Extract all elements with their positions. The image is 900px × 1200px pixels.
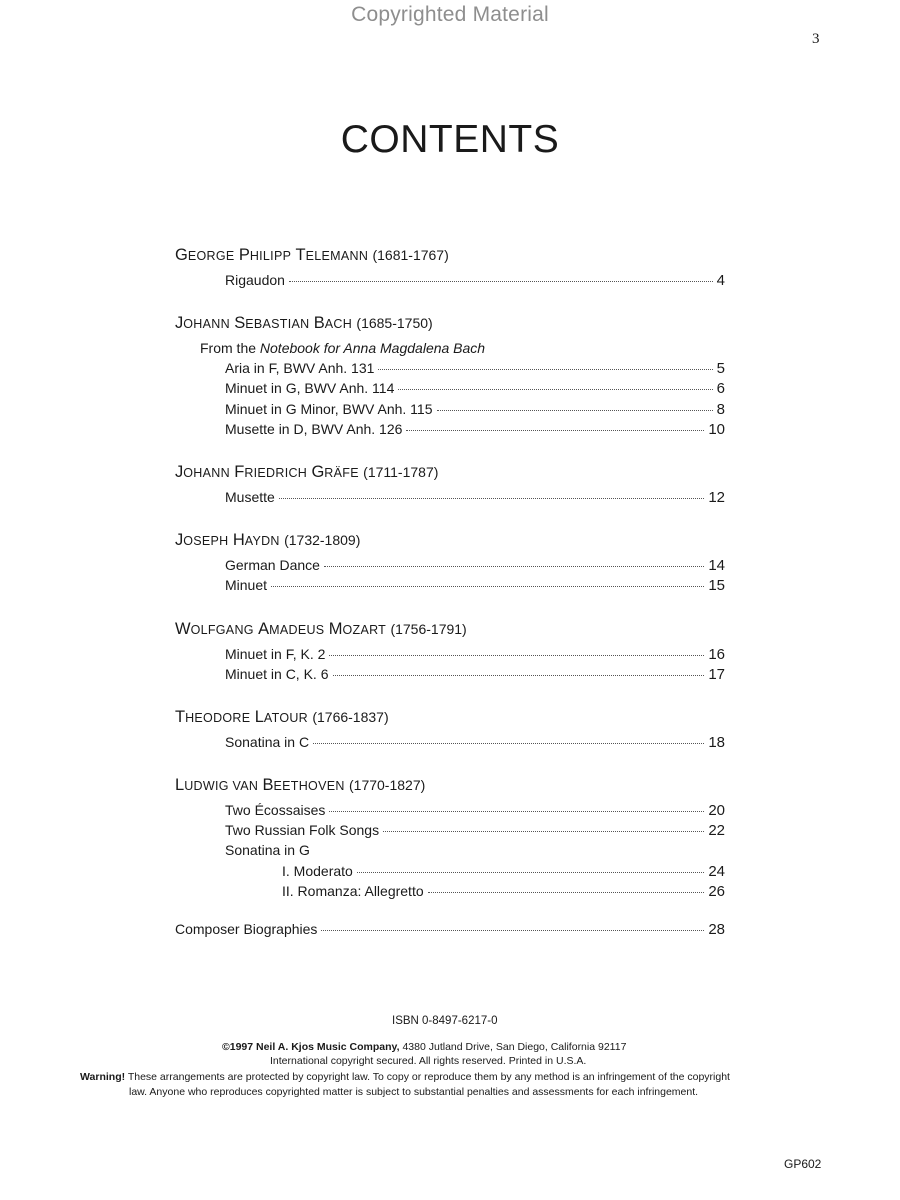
copyright-line: ©1997 Neil A. Kjos Music Company, 4380 Jutland Drive, San Diego, California 92117 — [222, 1041, 627, 1053]
collection-subheading: From the Notebook for Anna Magdalena Bach — [200, 340, 486, 357]
toc-section-haydn — [175, 525, 725, 595]
dot-leader — [321, 930, 704, 931]
dot-leader — [313, 743, 704, 744]
composer-heading: JOHANN FRIEDRICH GRÄFE (1711-1787) — [175, 462, 439, 481]
toc-entry[interactable] — [175, 732, 725, 752]
entry-page: 26 — [708, 882, 725, 900]
warning-line: Warning! These arrangements are protected by copyright law. To copy or reproduce them by any method is an infringement of the copyright — [80, 1071, 730, 1083]
composer-heading: THEODORE LATOUR (1766-1837) — [175, 707, 389, 726]
toc-section-latour — [175, 702, 725, 752]
toc-entry[interactable] — [175, 555, 725, 575]
toc-entry[interactable] — [175, 861, 725, 881]
dot-leader — [289, 281, 713, 282]
entry-page: 16 — [708, 645, 725, 663]
toc-section-telemann — [175, 240, 725, 290]
composer-heading: WOLFGANG AMADEUS MOZART (1756-1791) — [175, 619, 467, 638]
dot-leader — [378, 369, 712, 370]
dot-leader — [437, 410, 713, 411]
toc-entry[interactable] — [175, 881, 725, 901]
entry-title: Musette — [225, 488, 275, 505]
toc-entry[interactable] — [175, 419, 725, 439]
toc-entry[interactable] — [175, 664, 725, 684]
entry-page: 10 — [708, 420, 725, 438]
toc-section-mozart — [175, 614, 725, 684]
entry-title: Minuet — [225, 577, 268, 594]
entry-title: Sonatina in G — [225, 842, 310, 859]
toc-entry[interactable] — [175, 378, 725, 398]
dot-leader — [383, 831, 704, 832]
entry-page: 8 — [716, 400, 725, 418]
composer-heading: GEORGE PHILIPP TELEMANN (1681-1767) — [175, 246, 449, 264]
toc-entry[interactable] — [175, 487, 725, 507]
dot-leader — [271, 586, 704, 587]
toc-entry[interactable] — [175, 358, 725, 378]
dot-leader — [324, 566, 704, 567]
isbn: ISBN 0-8497-6217-0 — [392, 1015, 498, 1027]
entry-page: 12 — [708, 488, 725, 506]
entry-title: Minuet in G, BWV Anh. 114 — [225, 380, 395, 397]
dot-leader — [329, 811, 704, 812]
entry-title: Two Russian Folk Songs — [225, 822, 380, 839]
toc-entry[interactable] — [175, 644, 725, 664]
entry-title: Aria in F, BWV Anh. 131 — [225, 360, 375, 377]
entry-page: 17 — [708, 665, 725, 683]
composer-heading: JOHANN SEBASTIAN BACH (1685-1750) — [175, 314, 433, 333]
entry-page: 24 — [708, 862, 725, 880]
page-title: CONTENTS — [340, 118, 560, 161]
copyright-notice: International copyright secured. All rights reserved. Printed in U.S.A. — [270, 1055, 587, 1067]
toc-entry[interactable] — [175, 399, 725, 419]
dot-leader — [406, 430, 704, 431]
entry-page: 18 — [708, 733, 725, 751]
entry-title: II. Romanza: Allegretto — [282, 882, 424, 899]
page-number: 3 — [812, 31, 820, 47]
dot-leader — [329, 655, 704, 656]
warning-line-continued: law. Anyone who reproduces copyrighted matter is subject to substantial penalties and assessments for each infringement. — [129, 1086, 699, 1098]
entry-title: Minuet in C, K. 6 — [225, 665, 329, 682]
toc-section-beethoven — [175, 770, 725, 901]
entry-title: Minuet in F, K. 2 — [225, 645, 326, 662]
toc-section-bach — [175, 308, 725, 439]
toc-section-grafe — [175, 457, 725, 507]
copyright-watermark: Copyrighted Material — [351, 3, 549, 26]
dot-leader — [428, 892, 705, 893]
toc-entry[interactable] — [175, 820, 725, 840]
toc-entry[interactable] — [175, 800, 725, 820]
toc-group-label — [175, 840, 725, 860]
entry-page: 15 — [708, 577, 725, 595]
toc-entry-biographies[interactable] — [175, 919, 725, 939]
entry-page: 4 — [716, 272, 725, 289]
entry-page: 14 — [708, 557, 725, 575]
entry-page: 22 — [708, 822, 725, 840]
catalog-code: GP602 — [784, 1157, 822, 1171]
dot-leader — [279, 498, 705, 499]
entry-title: Composer Biographies — [175, 921, 318, 937]
table-of-contents — [175, 240, 725, 939]
entry-page: 5 — [716, 360, 725, 378]
entry-title: I. Moderato — [282, 862, 353, 879]
entry-page: 28 — [708, 921, 725, 938]
entry-page: 6 — [716, 380, 725, 398]
dot-leader — [357, 872, 704, 873]
entry-title: Sonatina in C — [225, 733, 310, 750]
entry-page: 20 — [708, 802, 725, 820]
entry-title: Two Écossaises — [225, 802, 326, 819]
composer-heading: LUDWIG VAN BEETHOVEN (1770-1827) — [175, 776, 426, 795]
dot-leader — [333, 675, 705, 676]
toc-entry[interactable] — [175, 270, 725, 290]
entry-title: Rigaudon — [225, 272, 285, 288]
composer-heading: JOSEPH HAYDN (1732-1809) — [175, 531, 361, 550]
toc-entry[interactable] — [175, 575, 725, 595]
dot-leader — [398, 389, 712, 390]
entry-title: Musette in D, BWV Anh. 126 — [225, 420, 403, 437]
entry-title: German Dance — [225, 557, 320, 574]
entry-title: Minuet in G Minor, BWV Anh. 115 — [225, 400, 433, 417]
